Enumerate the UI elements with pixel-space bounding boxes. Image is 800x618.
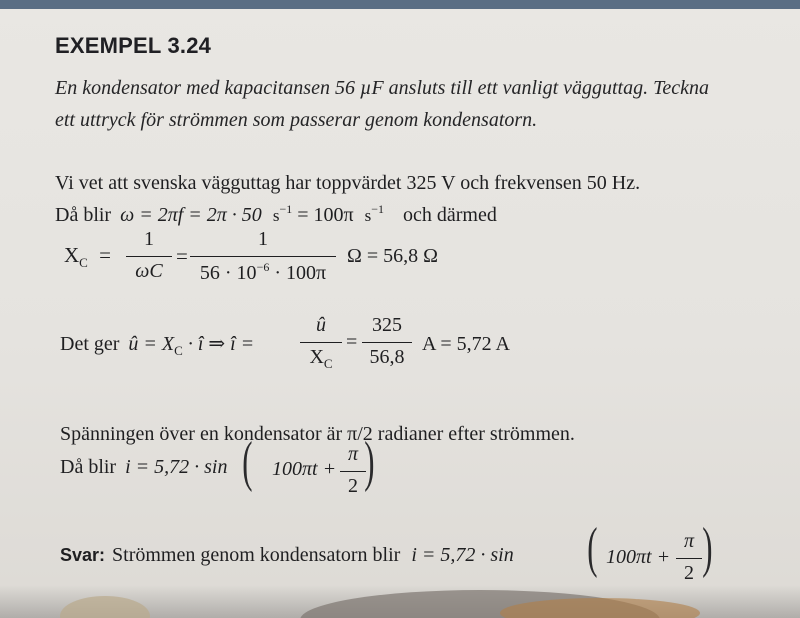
task-line-1: En kondensator med kapacitansen 56 µF ansluts till ett vanligt vägguttag. Teckna: [55, 77, 710, 99]
current-lead: Det ger: [60, 333, 120, 355]
answer-text: Strömmen genom kondensatorn blir: [112, 544, 401, 566]
unit-exp-1: −1: [279, 202, 293, 216]
xc-fraction-1: [126, 228, 172, 286]
current-line: [60, 331, 254, 359]
equals-sign: =: [176, 244, 188, 268]
current-result: A = 5,72 A: [422, 333, 510, 355]
xc-frac2-denominator: $56 \cdot 10^{-6} \cdot 100\pi$: [199, 260, 327, 284]
phase-fraction: [340, 443, 366, 501]
answer-right-paren: ): [702, 517, 713, 579]
phase-lead: Då blir: [60, 456, 117, 478]
page-top-edge: [0, 0, 800, 9]
current-fraction-1: [300, 314, 342, 372]
phase-frac-numerator: π: [347, 443, 359, 465]
current-frac1-numerator: û: [316, 314, 326, 336]
unit-exp-2: −1: [371, 202, 385, 216]
answer-inner: 100πt +: [606, 546, 671, 568]
example-heading: EXEMPEL 3.24: [55, 33, 212, 58]
current-frac2-numerator: 325: [372, 314, 402, 336]
xc-frac2-numerator: 1: [258, 228, 268, 250]
unit-s-1: s: [272, 206, 280, 225]
current-frac1-denominator: $X_C$: [309, 346, 333, 371]
xc-fraction-2: [190, 228, 336, 286]
answer-label: Svar:: [60, 545, 106, 565]
equals-sign-2: =: [346, 331, 358, 353]
xc-subscript: C: [79, 255, 88, 270]
xc-result: Ω = 56,8 Ω: [347, 245, 439, 267]
xc-frac1-denominator: ωC: [135, 260, 163, 282]
current-formula: û = $X_C$ · î ⇒ î =: [128, 333, 255, 358]
right-paren: ): [364, 431, 375, 493]
intro-tail: och därmed: [403, 204, 497, 226]
answer-frac-numerator: π: [683, 530, 695, 552]
left-paren: (: [242, 431, 253, 493]
omega-result: = 100π: [297, 204, 354, 226]
phase-line-2: [60, 456, 228, 479]
intro-lead: Då blir: [55, 204, 112, 226]
xc-symbol: X: [64, 243, 80, 267]
current-fraction-2: [362, 314, 412, 372]
answer-line: [60, 544, 514, 567]
task-line-2: ett uttryck för strömmen som passerar genom kondensatorn.: [55, 109, 538, 131]
xc-lhs: $X_C$ =: [64, 243, 111, 270]
answer-left-paren: (: [587, 517, 598, 579]
phase-inner: 100πt +: [272, 458, 337, 480]
current-frac2-denominator: 56,8: [369, 346, 405, 368]
answer-fraction: [676, 530, 702, 588]
answer-formula: i = 5,72 · sin: [411, 544, 514, 566]
phase-formula: i = 5,72 · sin: [125, 456, 228, 478]
phase-line-1: Spänningen över en kondensator är π/2 radianer efter strömmen.: [60, 423, 575, 445]
xc-frac1-numerator: 1: [144, 228, 154, 250]
omega-formula: ω = 2πf = 2π · 50: [120, 204, 262, 226]
answer-frac-denominator: 2: [684, 562, 694, 584]
unit-s-2: s: [364, 206, 372, 225]
intro-line-1: Vi vet att svenska vägguttag har toppvärdet 325 V och frekvensen 50 Hz.: [55, 172, 641, 194]
phase-frac-denominator: 2: [348, 475, 358, 497]
intro-line-2: [55, 202, 497, 227]
